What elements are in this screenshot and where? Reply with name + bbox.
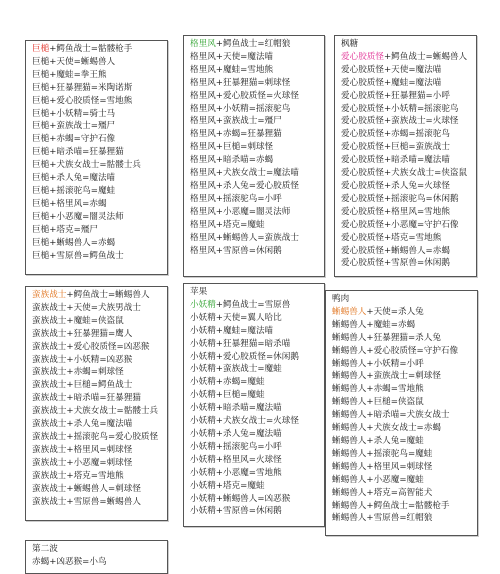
recipe-line xyxy=(190,245,320,258)
recipe-line xyxy=(341,219,472,232)
recipe-text: 巨槌+魔蛙=拳王熊 xyxy=(32,69,107,80)
box-title: 第二波 xyxy=(32,544,58,554)
recipe-text: 巨槌+暗杀喵=狂暴狸猫 xyxy=(32,147,124,158)
recipe-line xyxy=(32,366,163,379)
recipe-line xyxy=(32,95,163,108)
highlighted-monster-name: 格里风 xyxy=(190,39,216,49)
recipe-line xyxy=(190,38,320,51)
recipe-text: 爱心胶质怪+摇滚驼鸟=休闲鹅 xyxy=(341,193,459,204)
recipe-line xyxy=(32,444,163,457)
recipe-line xyxy=(32,328,163,341)
recipe-text: 蜥蜴兽人+摇滚驼鸟=魔蛙 xyxy=(332,448,433,459)
recipe-text: 蛮族战士+犬族女战士=骷髅士兵 xyxy=(32,406,159,417)
recipe-line xyxy=(32,133,163,146)
recipe-line xyxy=(32,69,163,82)
recipe-text: 格里风+天使=魔法喵 xyxy=(190,51,274,62)
recipe-text: 爱心胶质怪+魔蛙=魔法喵 xyxy=(341,77,442,88)
recipe-text: 小妖精+犬族女战士=火球怪 xyxy=(190,416,299,427)
recipe-line xyxy=(190,77,320,90)
recipe-line xyxy=(32,483,163,496)
recipe-text: 蛮族战士+摇滚驼鸟=爱心胶质怪 xyxy=(32,431,159,442)
recipe-text: 蛮族战士+小恶魔=刺球怪 xyxy=(32,457,133,468)
recipe-text: 蜥蜴兽人+小妖精=小呼 xyxy=(332,358,424,369)
recipe-text: 蛮族战士+赤蝎=刺球怪 xyxy=(32,367,124,378)
recipe-line xyxy=(341,64,472,77)
recipe-line xyxy=(341,180,472,193)
recipe-line xyxy=(341,90,472,103)
recipe-text: 爱心胶质怪+雪原兽=休闲鹅 xyxy=(341,258,450,269)
recipe-line xyxy=(190,232,320,245)
recipe-text: 格里风+摇滚驼鸟=小呼 xyxy=(190,193,282,204)
recipe-line xyxy=(32,315,163,328)
recipe-line xyxy=(332,512,473,525)
recipe-text: 巨槌+天使=蜥蜴兽人 xyxy=(32,56,116,67)
recipe-line xyxy=(32,496,163,509)
recipe-box-di-er-bo xyxy=(25,540,168,574)
highlighted-monster-name: 蛮族战士 xyxy=(32,290,67,300)
recipe-line xyxy=(190,493,320,506)
recipe-text: 蜥蜴兽人+狂暴狸猫=杀人兔 xyxy=(332,332,441,343)
recipe-text: 格里风+塔克=魔蛙 xyxy=(190,219,265,230)
recipe-text: 巨槌+狂暴狸猫=米陶诺斯 xyxy=(32,82,133,93)
recipe-text: 格里风+小妖精=摇滚驼鸟 xyxy=(190,103,291,114)
recipe-text: 蛮族战士+暗杀喵=狂暴狸猫 xyxy=(32,393,141,404)
recipe-line xyxy=(190,90,320,103)
recipe-text: 蛮族战士+杀人兔=魔法喵 xyxy=(32,419,133,430)
recipe-text: 格里风+雪原兽=休闲鹅 xyxy=(190,245,282,256)
recipe-box-fengtang xyxy=(334,35,477,277)
recipe-line xyxy=(190,376,320,389)
recipe-line xyxy=(341,115,472,128)
recipe-text: 巨槌+小恶魔=闇灵法师 xyxy=(32,211,124,222)
recipe-text: +鳄鱼战士=蜥蜴兽人 xyxy=(383,51,468,62)
recipe-line xyxy=(190,312,320,325)
recipe-line xyxy=(32,341,163,354)
recipe-text: 格里风+蛮族战士=殭尸 xyxy=(190,116,282,127)
recipe-text: 蜥蜴兽人+杀人兔=魔蛙 xyxy=(332,435,424,446)
recipe-line xyxy=(332,500,473,513)
recipe-text: 小妖精+魔蛙=魔法喵 xyxy=(190,325,274,336)
recipe-text: +鳄鱼战士=蜥蜴兽人 xyxy=(66,290,150,300)
recipe-line xyxy=(190,115,320,128)
recipe-text: 小妖精+杀人兔=魔法喵 xyxy=(190,428,282,439)
recipe-text: 巨槌+小妖精=骑士马 xyxy=(32,108,116,119)
recipe-text: +鳄鱼战士=红帽狼 xyxy=(215,39,291,49)
recipe-line xyxy=(332,474,473,487)
recipe-text: 小妖精+小恶魔=雪地熊 xyxy=(190,467,282,478)
recipe-text: 巨槌+摇滚驼鸟=魔蛙 xyxy=(32,185,116,196)
recipe-text: 格里风+魔蛙=雪地熊 xyxy=(190,64,274,75)
recipe-text: 蛮族战士+天使=犬族男战士 xyxy=(32,302,141,313)
recipe-text: 爱心胶质怪+小妖精=摇滚驼鸟 xyxy=(341,103,459,114)
recipe-text: 格里风+小恶魔=闇灵法师 xyxy=(190,206,291,217)
recipe-text: 爱心胶质怪+天使=魔法喵 xyxy=(341,64,442,75)
recipe-line xyxy=(341,103,472,116)
recipe-line xyxy=(190,505,320,518)
recipe-line xyxy=(32,56,163,69)
recipe-line xyxy=(341,245,472,258)
recipe-line xyxy=(32,172,163,185)
recipe-text: 爱心胶质怪+小恶魔=守护石像 xyxy=(341,219,459,230)
recipe-text: 格里风+杀人兔=爱心胶质怪 xyxy=(190,180,299,191)
recipe-line xyxy=(190,206,320,219)
recipe-text: 巨槌+格里风=赤蝎 xyxy=(32,198,107,209)
recipe-line xyxy=(190,441,320,454)
recipe-text: 爱心胶质怪+蜥蜴兽人=赤蝎 xyxy=(341,245,450,256)
recipe-text: 蛮族战士+格里风=刺球怪 xyxy=(32,444,133,455)
recipe-line xyxy=(32,431,163,444)
recipe-text: 爱心胶质怪+巨槌=蛮族战士 xyxy=(341,142,450,153)
recipe-line xyxy=(32,185,163,198)
box-title: 枫糖 xyxy=(341,39,359,49)
recipe-text: 爱心胶质怪+蛮族战士=火球怪 xyxy=(341,116,459,127)
recipe-box-manzu-zhanshi xyxy=(25,286,168,521)
recipe-text: 蜥蜴兽人+赤蝎=雪地熊 xyxy=(332,384,424,395)
recipe-line xyxy=(32,392,163,405)
recipe-line xyxy=(190,402,320,415)
recipe-line xyxy=(32,354,163,367)
recipe-line xyxy=(341,77,472,90)
recipe-line xyxy=(341,257,472,270)
recipe-line xyxy=(332,409,473,422)
recipe-text: 小妖精+蛮族战士=魔蛙 xyxy=(190,364,282,375)
recipe-line xyxy=(341,193,472,206)
recipe-line xyxy=(190,363,320,376)
recipe-line xyxy=(332,306,473,319)
recipe-line xyxy=(32,146,163,159)
recipe-line xyxy=(190,351,320,364)
recipe-text: +天使=杀人兔 xyxy=(366,306,424,317)
recipe-line xyxy=(332,422,473,435)
highlighted-monster-name: 蜥蜴兽人 xyxy=(332,306,367,317)
recipe-text: 巨槌+塔克=殭尸 xyxy=(32,224,98,235)
recipe-line xyxy=(32,379,163,392)
recipe-line xyxy=(190,193,320,206)
recipe-text: 巨槌+雪原兽=鳄鱼战士 xyxy=(32,250,124,261)
recipe-text: 巨槌+赤蝎=守护石像 xyxy=(32,134,116,145)
recipe-text: 蜥蜴兽人+犬族女战士=赤蝎 xyxy=(332,423,441,434)
recipe-text: 蛮族战士+爱心胶质怪=凶恶猴 xyxy=(32,341,150,352)
recipe-line xyxy=(32,159,163,172)
recipe-line xyxy=(190,415,320,428)
recipe-box-yarou xyxy=(325,290,478,536)
recipe-line xyxy=(332,487,473,500)
recipe-line xyxy=(332,461,473,474)
recipe-line xyxy=(190,338,320,351)
recipe-text: 蜥蜴兽人+鳄鱼战士=骷髅枪手 xyxy=(332,500,450,511)
recipe-line xyxy=(190,389,320,402)
recipe-text: 格里风+狂暴狸猫=刺球怪 xyxy=(190,77,291,88)
recipe-line xyxy=(32,120,163,133)
recipe-text: 小妖精+爱心胶质怪=休闲鹅 xyxy=(190,351,299,362)
recipe-text: 爱心胶质怪+格里风=雪地熊 xyxy=(341,206,450,217)
recipe-text: 爱心胶质怪+犬族女战士=侠盗鼠 xyxy=(341,168,468,179)
recipe-line xyxy=(332,383,473,396)
recipe-text: 蛮族战士+雪原兽=蜥蜴兽人 xyxy=(32,496,141,507)
recipe-text: 爱心胶质怪+杀人兔=火球怪 xyxy=(341,180,450,191)
recipe-line xyxy=(332,435,473,448)
recipe-text: 蜥蜴兽人+小恶魔=魔蛙 xyxy=(332,474,424,485)
recipe-text: 小妖精+摇滚驼鸟=小呼 xyxy=(190,441,282,452)
recipe-line xyxy=(190,64,320,77)
recipe-text: 蜥蜴兽人+塔克=高智能犬 xyxy=(332,487,433,498)
recipe-line xyxy=(190,103,320,116)
recipe-text: 格里风+爱心胶质怪=火球怪 xyxy=(190,90,299,101)
recipe-text: 爱心胶质怪+赤蝎=摇滚驼鸟 xyxy=(341,129,450,140)
recipe-text: 小妖精+狂暴狸猫=暗杀喵 xyxy=(190,338,291,349)
recipe-line xyxy=(32,289,163,302)
recipe-line xyxy=(341,141,472,154)
recipe-line xyxy=(341,51,472,64)
recipe-line xyxy=(32,556,163,569)
recipe-text: 蛮族战士+小妖精=凶恶猴 xyxy=(32,354,133,365)
recipe-line xyxy=(341,232,472,245)
recipe-text: 赤蝎+凶恶猴=小鸟 xyxy=(32,556,107,567)
box-title: 鸭肉 xyxy=(332,294,350,304)
recipe-text: 小妖精+巨槌=魔蛙 xyxy=(190,390,265,401)
recipe-line xyxy=(190,128,320,141)
recipe-text: 小妖精+蜥蜴兽人=凶恶猴 xyxy=(190,493,291,504)
recipe-line xyxy=(32,457,163,470)
recipe-text: 小妖精+塔克=魔蛙 xyxy=(190,480,265,491)
recipe-text: 爱心胶质怪+塔克=雪地熊 xyxy=(341,232,442,243)
recipe-line xyxy=(190,167,320,180)
recipe-line xyxy=(32,82,163,95)
recipe-text: 小妖精+天使=翼人哈比 xyxy=(190,312,282,323)
recipe-text: 格里风+暗杀喵=赤蝎 xyxy=(190,155,274,166)
recipe-line xyxy=(190,428,320,441)
recipe-line xyxy=(332,319,473,332)
recipe-text: 小妖精+雪原兽=休闲鹅 xyxy=(190,506,282,517)
recipe-line xyxy=(32,198,163,211)
recipe-line xyxy=(32,211,163,224)
recipe-text: 爱心胶质怪+狂暴狸猫=小呼 xyxy=(341,90,450,101)
recipe-text: 小妖精+赤蝎=魔蛙 xyxy=(190,377,265,388)
recipe-line xyxy=(332,370,473,383)
recipe-line xyxy=(32,108,163,121)
recipe-text: 爱心胶质怪+暗杀喵=魔法喵 xyxy=(341,155,450,166)
recipe-line xyxy=(332,396,473,409)
recipe-text: 蛮族战士+狂暴狸猫=鹰人 xyxy=(32,328,133,339)
recipe-text: 巨槌+蛮族战士=殭尸 xyxy=(32,121,116,132)
recipe-box-juchui xyxy=(25,40,168,275)
recipe-line xyxy=(32,43,163,56)
recipe-line xyxy=(32,250,163,263)
recipe-line xyxy=(332,358,473,371)
recipe-line xyxy=(32,224,163,237)
recipe-line xyxy=(190,299,320,312)
highlighted-monster-name: 巨槌 xyxy=(32,44,50,54)
recipe-text: 蛮族战士+塔克=雪地熊 xyxy=(32,470,124,481)
recipe-line xyxy=(190,141,320,154)
recipe-line xyxy=(190,454,320,467)
recipe-text: 格里风+赤蝎=狂暴狸猫 xyxy=(190,129,282,140)
recipe-line xyxy=(190,219,320,232)
recipe-text: 蜥蜴兽人+爱心胶质怪=守护石像 xyxy=(332,345,459,356)
highlighted-monster-name: 爱心胶质怪 xyxy=(341,51,384,62)
highlighted-monster-name: 小妖精 xyxy=(190,299,216,310)
recipe-text: 蜥蜴兽人+魔蛙=赤蝎 xyxy=(332,319,416,330)
recipe-line xyxy=(190,154,320,167)
recipe-text: 蜥蜴兽人+暗杀喵=犬族女战士 xyxy=(332,410,450,421)
recipe-text: 格里风+犬族女战士=魔法喵 xyxy=(190,168,299,179)
recipe-line xyxy=(190,480,320,493)
recipe-text: 蜥蜴兽人+格里风=刺球怪 xyxy=(332,461,433,472)
recipe-line xyxy=(341,128,472,141)
recipe-text: 蜥蜴兽人+雪原兽=红帽狼 xyxy=(332,513,433,524)
recipe-box-geli-feng xyxy=(183,35,325,277)
recipe-text: 格里风+蜥蜴兽人=蛮族战士 xyxy=(190,232,299,243)
recipe-line xyxy=(341,154,472,167)
recipe-line xyxy=(190,180,320,193)
recipe-line xyxy=(190,467,320,480)
recipe-line xyxy=(32,405,163,418)
recipe-line xyxy=(341,167,472,180)
recipe-text: 巨槌+犬族女战士=骷髅士兵 xyxy=(32,160,141,171)
recipe-text: 蜥蜴兽人+蛮族战士=刺球怪 xyxy=(332,371,441,382)
recipe-text: 蛮族战士+蜥蜴兽人=刺球怪 xyxy=(32,483,141,494)
recipe-line xyxy=(332,332,473,345)
recipe-line xyxy=(332,448,473,461)
recipe-text: 蛮族战士+巨槌=鳄鱼战士 xyxy=(32,380,133,391)
recipe-text: 蛮族战士+魔蛙=侠盗鼠 xyxy=(32,315,124,326)
box-title: 苹果 xyxy=(190,287,208,297)
recipe-box-pingguo xyxy=(183,283,325,527)
recipe-text: 蜥蜴兽人+巨槌=侠盗鼠 xyxy=(332,397,424,408)
recipe-text: 巨槌+杀人兔=魔法喵 xyxy=(32,173,116,184)
recipe-line xyxy=(32,237,163,250)
recipe-text: +鳄鱼战士=骷髅枪手 xyxy=(49,44,133,54)
recipe-text: 巨槌+蜥蜴兽人=赤蝎 xyxy=(32,237,116,248)
recipe-line xyxy=(190,51,320,64)
recipe-line xyxy=(32,302,163,315)
recipe-text: 小妖精+格里风=火球怪 xyxy=(190,454,282,465)
recipe-line xyxy=(190,325,320,338)
recipe-line xyxy=(332,345,473,358)
recipe-text: +鳄鱼战士=雪原兽 xyxy=(215,299,291,310)
recipe-line xyxy=(341,206,472,219)
recipe-text: 格里风+巨槌=刺球怪 xyxy=(190,142,274,153)
recipe-line xyxy=(32,418,163,431)
recipe-line xyxy=(32,470,163,483)
recipe-text: 小妖精+暗杀喵=魔法喵 xyxy=(190,403,282,414)
recipe-text: 巨槌+爱心胶质怪=雪地熊 xyxy=(32,95,133,106)
